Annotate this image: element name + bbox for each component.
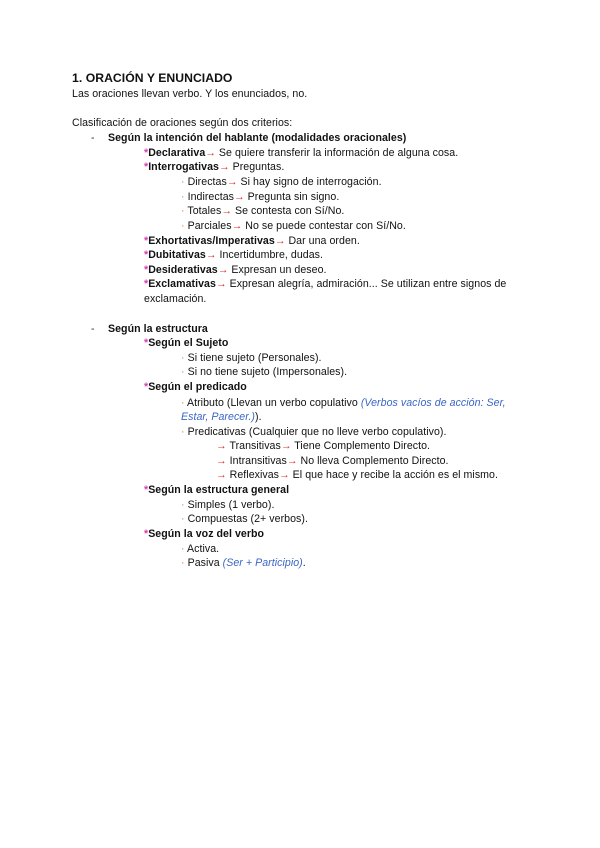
item-text: Simples (1 verbo). <box>187 499 275 511</box>
list-item-exhortativas <box>144 234 360 249</box>
section-heading-estructura: Según la estructura <box>108 323 208 335</box>
term-label: Totales <box>187 205 222 217</box>
star-bullet: * <box>144 264 149 276</box>
dot-bullet: · <box>181 557 185 569</box>
star-bullet: * <box>144 484 149 496</box>
subheading-label: Según la voz del verbo <box>148 528 265 540</box>
list-item-indirectas <box>181 190 339 205</box>
dot-bullet: · <box>181 352 185 364</box>
subheading-estructura-general <box>144 483 289 498</box>
term-desc: Expresan alegría, admiración... Se utilizan entre signos de <box>226 278 507 290</box>
star-bullet: * <box>144 161 149 173</box>
term-label: Desiderativas <box>148 264 218 276</box>
star-bullet: * <box>144 337 149 349</box>
term-desc: No lleva Complemento Directo. <box>297 455 449 467</box>
dot-bullet: · <box>181 176 185 188</box>
dot-bullet: · <box>181 366 185 378</box>
star-bullet: * <box>144 528 149 540</box>
subheading-predicado <box>144 380 247 395</box>
list-item-reflexivas <box>216 468 498 483</box>
dot-bullet: · <box>181 191 185 203</box>
term-desc: Si hay signo de interrogación. <box>237 176 382 188</box>
dot-bullet: · <box>181 220 185 232</box>
arrow-icon: → <box>274 235 286 247</box>
arrow-icon: → <box>234 191 245 203</box>
term-desc: Se contesta con Sí/No. <box>231 205 345 217</box>
term-label: Reflexivas <box>229 469 280 481</box>
term-label: Exhortativas/Imperativas <box>148 235 275 247</box>
item-note: (Ser + Participio) <box>222 557 303 569</box>
item-text: Si no tiene sujeto (Impersonales). <box>187 366 348 378</box>
dot-bullet: · <box>181 426 185 438</box>
list-item-sujeto-impersonales <box>181 365 347 380</box>
list-item-sujeto-personales <box>181 351 322 366</box>
arrow-icon: → <box>205 147 216 159</box>
arrow-icon: → <box>221 205 232 217</box>
subheading-sujeto <box>144 336 228 351</box>
subheading-voz <box>144 527 264 542</box>
item-text: . <box>302 557 306 569</box>
dot-bullet: · <box>181 543 185 555</box>
term-label: Parciales <box>187 220 232 232</box>
list-item-dubitativas <box>144 248 323 263</box>
list-item-declarativa <box>144 146 458 161</box>
subheading-label: Según el predicado <box>148 381 247 393</box>
arrow-icon: → <box>217 264 229 276</box>
term-desc: Tiene Complemento Directo. <box>291 440 431 452</box>
item-note: Estar, Parecer.) <box>181 411 255 423</box>
doc-title: 1. ORACIÓN Y ENUNCIADO <box>72 71 233 85</box>
item-text: Predicativas (Cualquier que no lleve verbo copulativo). <box>187 426 447 438</box>
list-item-directas <box>181 175 382 190</box>
term-desc: Preguntas. <box>229 161 285 173</box>
item-text: Activa. <box>187 543 220 555</box>
arrow-icon: → <box>226 176 238 188</box>
list-item-parciales <box>181 219 406 234</box>
item-text: Si tiene sujeto (Personales). <box>187 352 322 364</box>
item-text: Compuestas (2+ verbos). <box>187 513 308 525</box>
list-item-desiderativas <box>144 263 327 278</box>
item-note: (Verbos vacíos de acción: Ser, <box>360 397 506 409</box>
dot-bullet: · <box>181 205 185 217</box>
star-bullet: * <box>144 381 149 393</box>
arrow-icon: → <box>279 469 290 481</box>
star-bullet: * <box>144 147 149 159</box>
arrow-icon: → <box>218 161 230 173</box>
list-item-atributo <box>181 396 506 411</box>
dot-bullet: · <box>181 397 185 409</box>
arrow-icon: → <box>231 220 243 232</box>
list-item-totales <box>181 204 344 219</box>
item-text: ). <box>255 411 262 423</box>
list-item-activa <box>181 542 219 557</box>
classification-text: Clasificación de oraciones según dos criterios: <box>72 117 293 129</box>
list-item-exclamativas <box>144 277 506 292</box>
list-item-interrogativas <box>144 160 284 175</box>
term-desc: Pregunta sin signo. <box>244 191 340 203</box>
term-desc: Se quiere transferir la información de alguna cosa. <box>215 147 459 159</box>
list-item-simples <box>181 498 274 513</box>
list-item-atributo-cont <box>181 410 262 425</box>
term-desc: Expresan un deseo. <box>228 264 327 276</box>
item-text: Pasiva <box>187 557 223 569</box>
term-label: Transitivas <box>229 440 281 452</box>
term-desc: Dar una orden. <box>285 235 360 247</box>
list-item-pasiva <box>181 556 306 571</box>
term-label: Interrogativas <box>148 161 219 173</box>
term-label: Exclamativas <box>148 278 216 290</box>
bullet-dash: - <box>91 132 95 144</box>
list-item-compuestas <box>181 512 308 527</box>
arrow-icon: → <box>205 249 217 261</box>
subheading-label: Según la estructura general <box>148 484 290 496</box>
list-item-exclamativas-cont: exclamación. <box>144 293 207 305</box>
dot-bullet: · <box>181 499 185 511</box>
arrow-icon: → <box>215 278 227 290</box>
term-desc: El que hace y recibe la acción es el mismo. <box>289 469 498 481</box>
arrow-icon: → <box>280 440 292 452</box>
list-item-predicativas <box>181 425 446 440</box>
arrow-icon: → <box>216 440 227 452</box>
arrow-icon: → <box>216 455 227 467</box>
subheading-label: Según el Sujeto <box>148 337 229 349</box>
section-heading-intencion: Según la intención del hablante (modalidades oracionales) <box>108 132 407 144</box>
bullet-dash: - <box>91 323 95 335</box>
list-item-intransitivas <box>216 454 449 469</box>
term-label: Indirectas <box>187 191 235 203</box>
item-text: Atributo (Llevan un verbo copulativo <box>187 397 361 409</box>
list-item-transitivas <box>216 439 430 454</box>
term-label: Intransitivas <box>229 455 287 467</box>
term-desc: Incertidumbre, dudas. <box>216 249 324 261</box>
star-bullet: * <box>144 278 149 290</box>
term-desc: No se puede contestar con Sí/No. <box>242 220 406 232</box>
star-bullet: * <box>144 249 149 261</box>
star-bullet: * <box>144 235 149 247</box>
term-label: Dubitativas <box>148 249 206 261</box>
arrow-icon: → <box>216 469 227 481</box>
term-label: Directas <box>187 176 227 188</box>
term-label: Declarativa <box>148 147 206 159</box>
intro-text: Las oraciones llevan verbo. Y los enunciados, no. <box>72 88 308 100</box>
arrow-icon: → <box>286 455 298 467</box>
dot-bullet: · <box>181 513 185 525</box>
